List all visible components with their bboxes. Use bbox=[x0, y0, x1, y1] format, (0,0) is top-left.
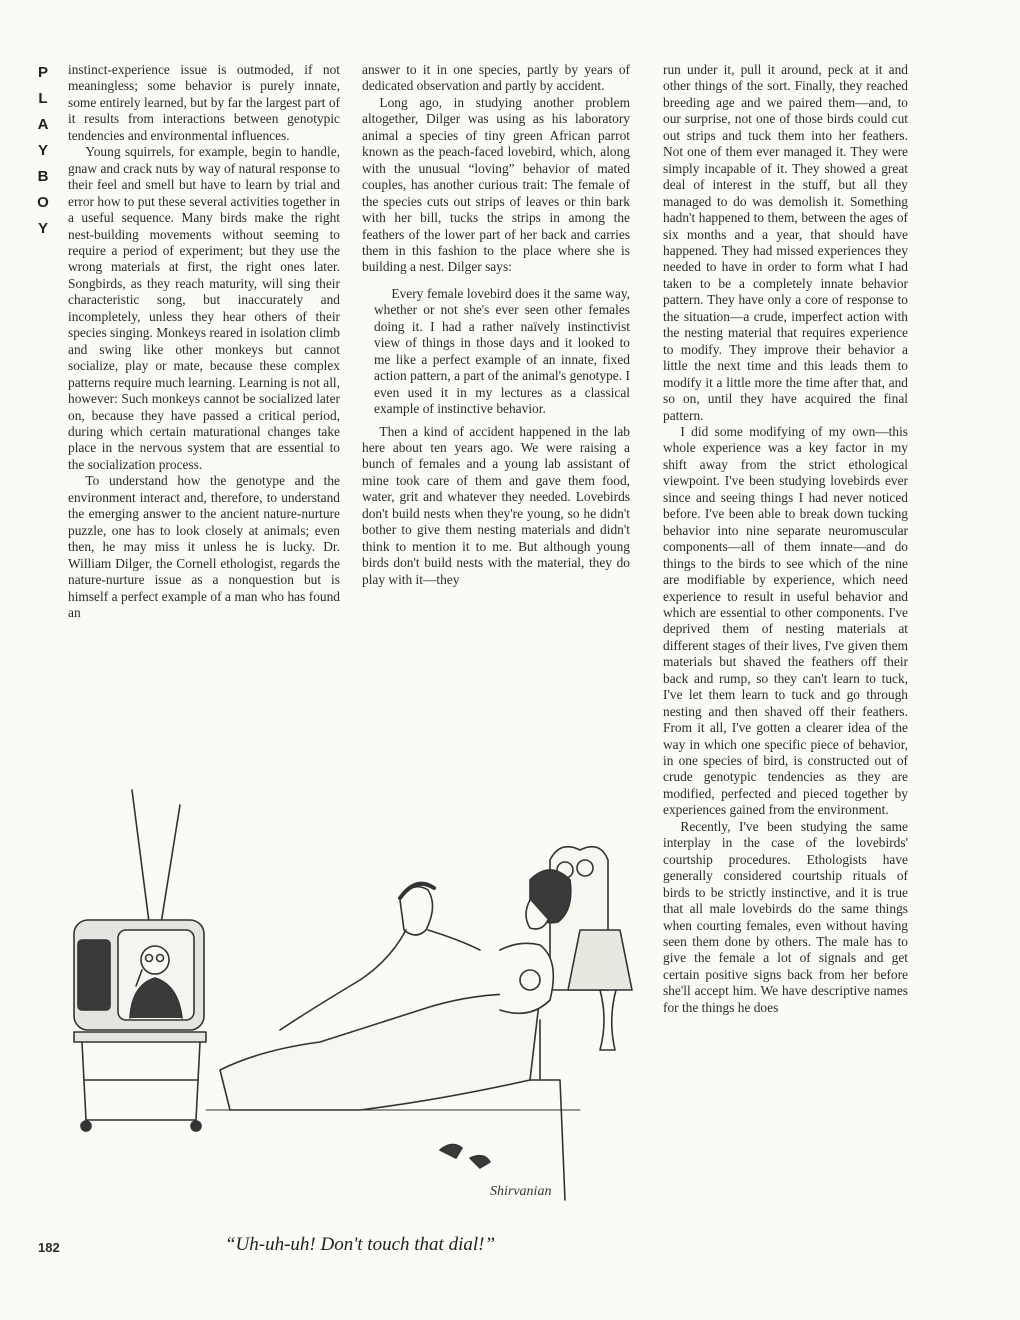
quoted-paragraph: Every female lovebird does it the same way, whether or not she's ever seen other females doing it. I had a rather naïvely instinctivist view of things in those days and it looked to me like a perfect example of an innate, fixed action pattern, a part of the animal's genotype. I even used it in my lectures as a classical example of instinctive behavior. bbox=[374, 285, 630, 417]
cartoonist-signature: Shirvanian bbox=[490, 1184, 552, 1199]
logo-letter: L bbox=[38, 90, 48, 107]
article-column-1 bbox=[68, 62, 340, 621]
paragraph: Long ago, in studying another problem altogether, Dilger was using as his laboratory animal a species of tiny green African parrot known as the peach-faced lovebird, which, along with the unusual “loving” behavior of mated couples, has another curious trait: The female of the species cuts out strips of leaves or thin bark with her bill, tucks the strips in among the feathers of the lower part of her back and carries them in this fashion to the place where she is building a nest. Dilger says: bbox=[362, 94, 630, 275]
article-column-3 bbox=[663, 62, 908, 1016]
bed-blanket bbox=[220, 994, 540, 1110]
cartoon-caption: “Uh-uh-uh! Don't touch that dial!” bbox=[224, 1234, 496, 1255]
lamp-shade bbox=[568, 930, 632, 990]
article-column-2 bbox=[362, 62, 630, 588]
logo-letter: O bbox=[37, 194, 49, 211]
logo-letter: A bbox=[37, 116, 49, 133]
logo-letter: Y bbox=[37, 220, 48, 237]
logo-letter: Y bbox=[37, 142, 48, 159]
tv-antenna-right bbox=[160, 805, 180, 930]
cartoon-illustration bbox=[60, 780, 650, 1220]
playboy-sidebar-logo bbox=[30, 60, 56, 237]
tv-cart bbox=[74, 1032, 206, 1042]
paragraph: Recently, I've been studying the same interplay in the case of the lovebirds' courtship procedures. Ethologists have generally considered courtship rituals of birds to be strictly instinctive, and it is true that all male lovebirds do the same things when courting females, even without having seen them done by others. The male has to give the female a lot of signals and get certain positive signs back from her before she'll accept him. We have descriptive names for the things he does bbox=[663, 818, 908, 1015]
bed-leg bbox=[530, 1080, 565, 1200]
paragraph: run under it, pull it around, peck at it and other things of the sort. Finally, they reached breeding age and we paired them—and, to our surprise, not one of those birds could cut out strips and tuck them into her feathers. Not one of them ever managed it. They were simply incapable of it. They showed a great deal of interest in the stuff, but all they managed to do was demolish it. Something hadn't happened to them, between the ages of six months and a year, that should have happened. They had missed experiences they needed to have in order to form what I had taken to be a completely innate behavior pattern. They have only a core of response to the situation—a crude, imperfect action with the nesting material that requires experience to modify. They improve their behavior a little the next time and this leads them to modify it a little more the time after that, and so on, until they have acquired the final pattern. bbox=[663, 62, 908, 423]
paragraph: To understand how the genotype and the environment interact and, therefore, to understand the emerging answer to the ancient nature-nurture puzzle, one has to look closely at animals; even then, he may miss it unless he is lucky. Dr. William Dilger, the Cornell ethologist, regards the nature-nurture issue as a nonquestion but is himself a perfect example of a man who has found an bbox=[68, 473, 340, 620]
paragraph: instinct-experience issue is outmoded, if not meaningless; some behavior is purely innate, some entirely learned, but by far the largest part of it results from interactions between genotypic tendencies and environmental influences. bbox=[68, 62, 340, 143]
logo-letter: P bbox=[37, 64, 48, 81]
paragraph: answer to it in one species, partly by years of dedicated observation and partly by accident. bbox=[362, 62, 630, 94]
logo-letter: B bbox=[37, 168, 49, 185]
tv-antenna-left bbox=[132, 790, 150, 930]
tv-side-panel bbox=[78, 940, 110, 1010]
woman-torso bbox=[500, 943, 553, 1013]
paragraph: I did some modifying of my own—this whole experience was a key factor in my shift away from the strict ethological viewpoint. I've been studying lovebirds ever since and seeing things I had never noticed before. I've been able to break down tucking behavior into nine separate neuromuscular components—all of them innate—and do things to the birds to see which of the nine are modifiable by experience, which need experience to result in useful behavior and which are essential to other components. I've deprived them of nesting materials at different stages of their lives, I've given them materials but shaved the feathers off their back and rump, so they can't learn to tuck, I've let them learn to tuck and go through nesting and then shaved off their feathers. From it all, I've gotten a clearer idea of the way in which one specific piece of behavior, in one species of bird, is constructed out of crude genotypic tendencies as they are modified, perfected and pieced together by experiences gained from the environment. bbox=[663, 423, 908, 818]
lamp-base bbox=[600, 990, 616, 1050]
slipper bbox=[440, 1144, 462, 1158]
paragraph: Then a kind of accident happened in the lab here about ten years ago. We were raising a bunch of females and a young lab assistant of mine took care of them and gave them food, water, grit and whatever they needed. Lovebirds don't build nests when they're young, so he didn't bother to give them nesting materials and didn't think to mention it to me. But although young birds don't build nests with the material, they do play with it—they bbox=[362, 423, 630, 587]
paragraph: Young squirrels, for example, begin to handle, gnaw and crack nuts by way of natural response to their feel and smell but have to learn by trial and error how to put these several activities together in a useful sequence. Many birds make the right nest-building movements without seeming to require a period of experiment; but they use the wrong materials at first, the right ones later. Songbirds, as they reach maturity, will sing their characteristic song, but inaccurately and incompletely, unless they hear others of their species singing. Monkeys reared in isolation climb and swing like other monkeys but cannot socialize, play or mate, because these complex patterns require much learning. Learning is not all, however: Such monkeys cannot be socialized later on, because they have passed a critical period, during which certain maturational changes take place in the nervous system that are essential to the socialization process. bbox=[68, 144, 340, 472]
page-number: 182 bbox=[38, 1240, 60, 1255]
